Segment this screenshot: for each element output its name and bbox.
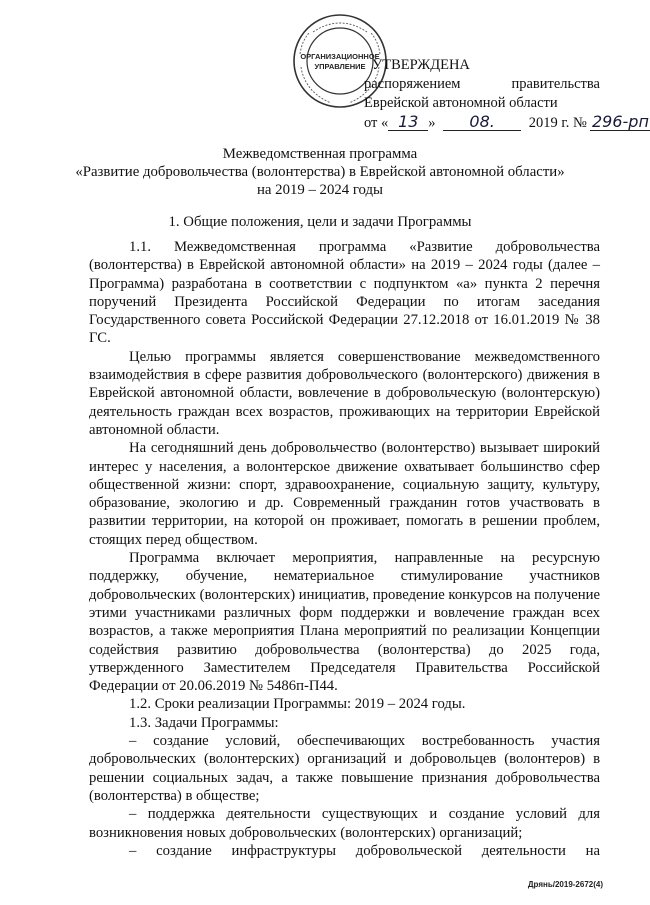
program-title-line-1: Межведомственная программа — [222, 146, 418, 162]
date-prefix: от « — [364, 115, 389, 131]
footer-doc-code: Дрянь/2019-2672(4) — [527, 880, 603, 889]
task-item-3: – создание инфраструктуры добровольческой деятельности на — [129, 842, 600, 859]
approval-block — [348, 56, 649, 132]
approval-decree-word: распоряжением — [364, 76, 461, 92]
date-year-text: 2019 г. № — [528, 115, 587, 131]
task-item-2: – поддержка деятельности существующих и создание условий для возникновения новых добровольческих (волонтерских) организаций; — [89, 806, 600, 841]
seal-inner-line-2: УПРАВЛЕНИЕ — [314, 62, 366, 71]
section-heading: 1. Общие положения, цели и задачи Программы — [168, 214, 472, 230]
approval-government-word: правительства — [511, 76, 600, 92]
paragraph-current-state: На сегодняшний день добровольчество (волонтерство) вызывает широкий интерес у населения, а волонтерское движение охватывает большинство сфер общественной жизни: спорт, здравоохранение, социальную защиту, культуру, образование, экологию и др. Современный гражданин готов участвовать в развитии территории, на которой он проживает, помогать в решении проблем, стоящих перед обществом. — [89, 440, 600, 548]
program-title-line-3: на 2019 – 2024 годы — [256, 182, 383, 198]
date-month: 08. — [443, 113, 521, 131]
approval-line-decree — [348, 75, 600, 94]
decree-number: 296-рп — [591, 112, 649, 131]
program-title-line-2: «Развитие добровольчества (волонтерства) в Еврейской автономной области» — [75, 164, 565, 180]
approval-date-line — [348, 112, 649, 132]
paragraph-1-3: 1.3. Задачи Программы: — [129, 714, 279, 731]
approval-region: Еврейской автономной области — [364, 95, 558, 111]
seal-inner-line-1: ОРГАНИЗАЦИОННОЕ — [300, 52, 380, 61]
paragraph-program-content: Программа включает мероприятия, направленные на ресурсную поддержку, обучение, нематериальное стимулирование участников добровольческих (волонтерских) инициатив, проведение конкурсов на получение этими участниками различных форм поддержки и вовлечение граждан всех возрастов, а также мероприятия Плана мероприятий по реализации Концепции содействия развитию добровольчества (волонтерства) до 2025 года, утвержденного Заместителем Председателя Правительства Российской Федерации от 20.06.2019 № 5486п-П44. — [89, 550, 600, 695]
paragraph-1-2: 1.2. Сроки реализации Программы: 2019 – 2024 годы. — [129, 696, 466, 713]
document-body — [89, 238, 600, 860]
approval-title: УТВЕРЖДЕНА — [372, 57, 470, 73]
paragraph-goal: Целью программы является совершенствование межведомственного взаимодействия в сфере развития добровольческого (волонтерского) движения в Еврейской автономной области, вовлечение в добровольческую (волонтерскую) деятельность граждан всех возрастов, проживающих на территории Еврейской автономной области. — [89, 348, 600, 438]
task-item-1: – создание условий, обеспечивающих востребованность участия добровольческих (волонтерских) организаций и добровольцев (волонтеров) в решении социальных задач, а также повышение признания добровольчества (волонтерства) в обществе; — [89, 733, 600, 804]
date-day: 13 — [388, 113, 428, 131]
date-quote: » — [428, 115, 436, 131]
paragraph-1-1: 1.1. Межведомственная программа «Развитие добровольчества (волонтерства) в Еврейской автономной области» на 2019 – 2024 годы (далее – Программа) разработана в соответствии с подпунктом «а» пункта 2 перечня поручений Президента Российской Федерации по итогам заседания Государственного совета Российской Федерации 27.12.2018 от 16.01.2019 № 38 ГС. — [89, 239, 600, 347]
